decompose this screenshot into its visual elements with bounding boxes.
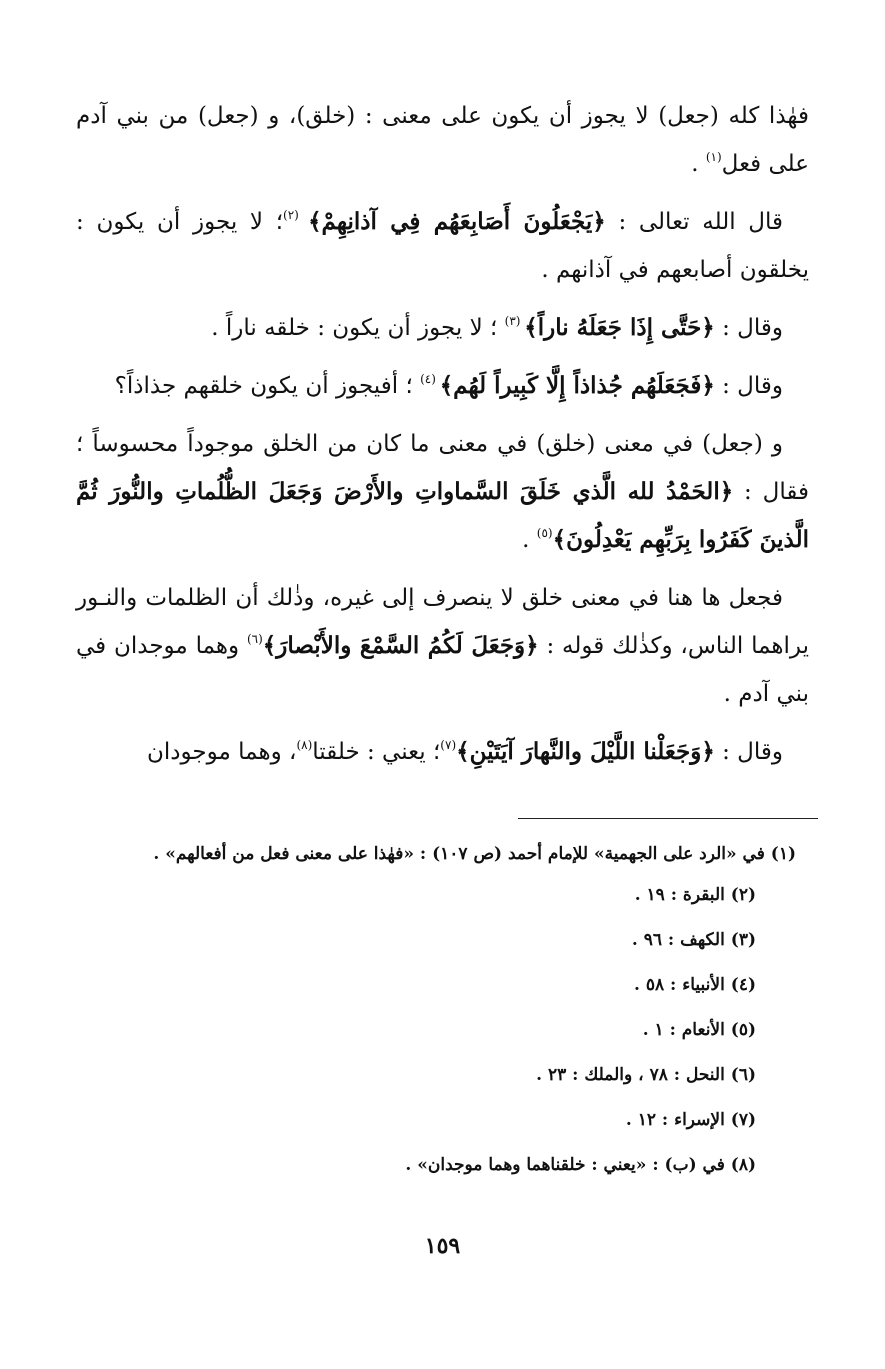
footnote: (٧) الإسراء : ١٢ . (625, 1110, 756, 1130)
footnote: (٦) النحل : ٧٨ ، والملك : ٢٣ . (536, 1065, 756, 1085)
paragraph (76, 728, 809, 776)
paragraph (76, 574, 809, 718)
text-run: وهما موجدان في بني آدم . (76, 633, 809, 707)
quran-quote: ﴿وَجَعَلْنا اللَّيْلَ والنَّهارَ آيَتَيْنِ﴾ (456, 738, 715, 765)
text-run: ؛ يعني : خلقتا (312, 739, 441, 765)
quran-quote: ﴿وَجَعَلَ لَكُمُ السَّمْعَ والأَبْصارَ﴾ (262, 632, 539, 659)
text-run: قال الله تعالى : (605, 209, 784, 235)
text-run: ، وهما موجودان (147, 739, 297, 765)
text-run: ؛ لا يجوز أن يكون : خلقه ناراً . (211, 315, 505, 341)
text-run: و (جعل) في معنى (خلق) في معنى ما كان من الخلق موجوداً محسوساً ؛ فقال : (76, 431, 809, 505)
footnote-ref: (٥) (536, 526, 553, 540)
text-run: ؛ أفيجوز أن يكون خلقهم جذاذاً؟ (114, 373, 421, 399)
text-run: وقال : (714, 315, 783, 341)
footnote: (٣) الكهف : ٩٦ . (631, 930, 756, 950)
footnote-ref: (٣) (504, 314, 525, 328)
footnote-ref: (٦) (246, 632, 263, 646)
text-run: ؛ لا يجوز أن يكون : يخلقون أصابعهم في آذانهم . (76, 209, 809, 283)
quran-quote: ﴿الحَمْدُ لله الَّذي خَلَقَ السَّماواتِ والأَرْضَ وَجَعَلَ الظُّلُماتِ والنُّورَ ثُمَّ الَّذينَ كَفَرُوا بِرَبِّهِم يَعْدِلُونَ﴾ (76, 478, 809, 553)
paragraph (76, 198, 809, 294)
footnote-ref: (٤) (420, 372, 440, 386)
footnote: (٥) الأنعام : ١ . (642, 1020, 756, 1040)
text-run: وقال : (714, 739, 783, 765)
footnote: (٨) في (ب) : «يعني : خلقناهما وهما موجدان» . (405, 1155, 756, 1175)
footnote: (١) في «الرد على الجهمية» للإمام أحمد (ص ١٠٧) : «فهٰذا على معنى فعل من أفعالهم» . (153, 844, 796, 864)
footnote: (٤) الأنبياء : ٥٨ . (634, 975, 756, 995)
paragraph (76, 304, 809, 352)
quran-quote: ﴿حَتَّى إِذَا جَعَلَهُ ناراً﴾ (524, 314, 715, 341)
page-number: ١٥٩ (424, 1233, 461, 1259)
footnote-ref: (٧) (440, 738, 457, 752)
footnote: (٢) البقرة : ١٩ . (634, 885, 756, 905)
quran-quote: ﴿يَجْعَلُونَ أَصَابِعَهُم فِي آذانِهِمْ﴾ (308, 208, 606, 235)
text-run: فهٰذا كله (جعل) لا يجوز أن يكون على معنى : (خلق)، و (جعل) من بني آدم على فعل (76, 103, 809, 177)
footnote-ref: (١) (705, 150, 722, 164)
footnote-ref: (٢) (283, 208, 309, 222)
text-run: . (691, 151, 706, 177)
footnote-ref: (٨) (296, 738, 313, 752)
footnote-divider (518, 818, 818, 819)
text-run: فجعل ها هنا في معنى خلق لا ينصرف إلى غيره، وذٰلك أن الظلمات والنـور يراهما الناس، وكذٰلك قوله : (76, 585, 809, 659)
paragraph (76, 420, 809, 564)
text-run: وقال : (714, 373, 783, 399)
paragraph (76, 362, 809, 410)
text-run: . (522, 527, 537, 553)
paragraph (76, 92, 809, 188)
footnotes (76, 835, 816, 1188)
main-text (76, 92, 809, 776)
quran-quote: ﴿فَجَعَلَهُم جُذاذاً إِلَّا كَبِيراً لَهُم﴾ (439, 372, 715, 399)
